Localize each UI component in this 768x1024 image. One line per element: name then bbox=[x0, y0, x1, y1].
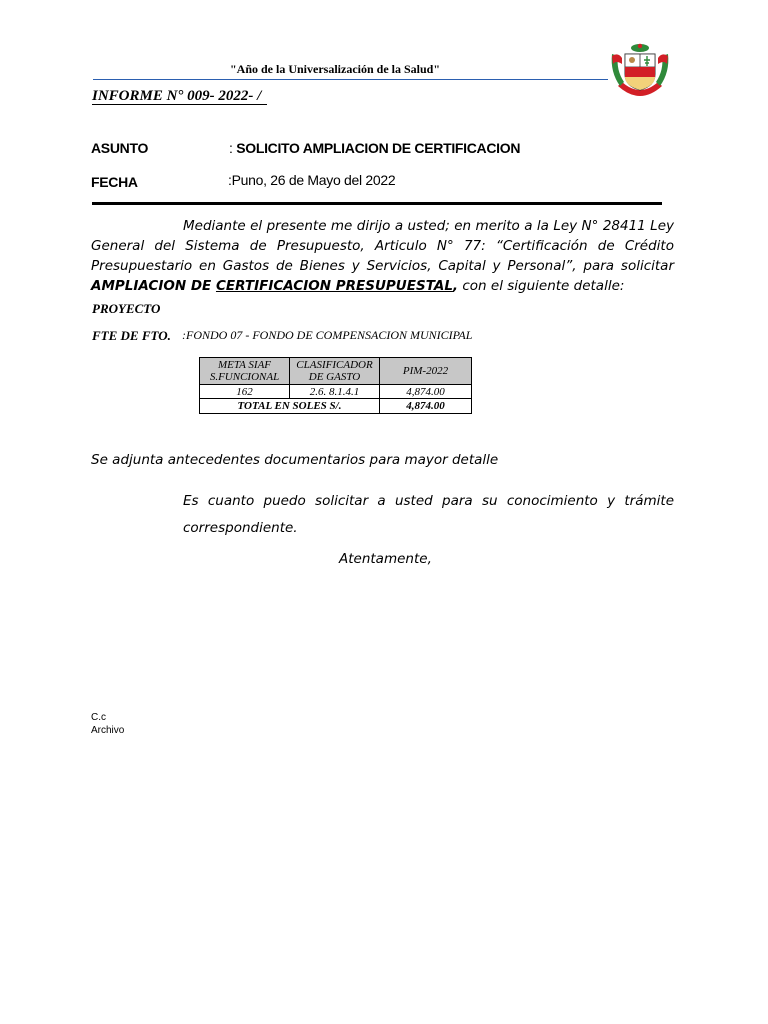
budget-table bbox=[199, 357, 472, 414]
subject-colon: : bbox=[229, 140, 237, 156]
table-cell-meta: 162 bbox=[200, 385, 290, 399]
date-label: FECHA bbox=[91, 174, 138, 190]
project-label: PROYECTO bbox=[92, 301, 161, 316]
body-paragraph bbox=[91, 216, 674, 296]
header-rule bbox=[93, 79, 608, 80]
attachments-note: Se adjunta antecedentes documentarios para mayor detalle bbox=[91, 452, 499, 468]
table-row bbox=[200, 385, 472, 399]
closing-paragraph: Es cuanto puedo solicitar a usted para su conocimiento y trámite correspondiente. bbox=[183, 493, 674, 536]
funding-source-value: :FONDO 07 - FONDO DE COMPENSACION MUNICIPAL bbox=[182, 328, 473, 342]
cc-label: C.c bbox=[91, 712, 106, 723]
body-text-part1: Mediante el presente me dirijo a usted; en merito a la Ley N° 28411 Ley General del Sistema de Presupuesto, Articulo N° 77: “Certificación de Crédito Presupuestario en Gastos de Bienes y Servicios, Capital y Personal”, para solicitar bbox=[91, 218, 674, 274]
body-bold-text: AMPLIACION DE bbox=[91, 278, 216, 294]
table-cell-pim: 4,874.00 bbox=[380, 385, 472, 399]
peru-coat-of-arms-icon bbox=[608, 40, 672, 102]
subject-value bbox=[229, 140, 520, 156]
table-total-value: 4,874.00 bbox=[380, 399, 472, 414]
table-total-label: TOTAL EN SOLES S/. bbox=[200, 399, 380, 414]
date-value: :Puno, 26 de Mayo del 2022 bbox=[228, 172, 396, 188]
year-motto: "Año de la Universalización de la Salud" bbox=[230, 62, 441, 76]
body-bold-underlined-text: CERTIFICACION PRESUPUESTAL bbox=[215, 278, 453, 294]
regards: Atentamente, bbox=[339, 551, 432, 567]
report-number: INFORME N° 009- 2022- / bbox=[92, 88, 262, 104]
table-header-meta: META SIAF S.FUNCIONAL bbox=[200, 358, 290, 385]
subject-label: ASUNTO bbox=[91, 140, 149, 156]
body-text-part2: con el siguiente detalle: bbox=[458, 278, 625, 294]
body-bold-comma: , bbox=[452, 278, 459, 294]
header-divider bbox=[92, 202, 662, 205]
report-number-underline bbox=[92, 104, 267, 105]
table-total-row bbox=[200, 399, 472, 414]
table-header-row bbox=[200, 358, 472, 385]
subject-text: SOLICITO AMPLIACION DE CERTIFICACION bbox=[236, 140, 521, 156]
table-cell-classifier: 2.6. 8.1.4.1 bbox=[290, 385, 380, 399]
archive-label: Archivo bbox=[91, 725, 125, 736]
funding-source-label: FTE DE FTO. bbox=[92, 328, 171, 343]
table-header-classifier: CLASIFICADOR DE GASTO bbox=[290, 358, 380, 385]
table-header-pim: PIM-2022 bbox=[380, 358, 472, 385]
